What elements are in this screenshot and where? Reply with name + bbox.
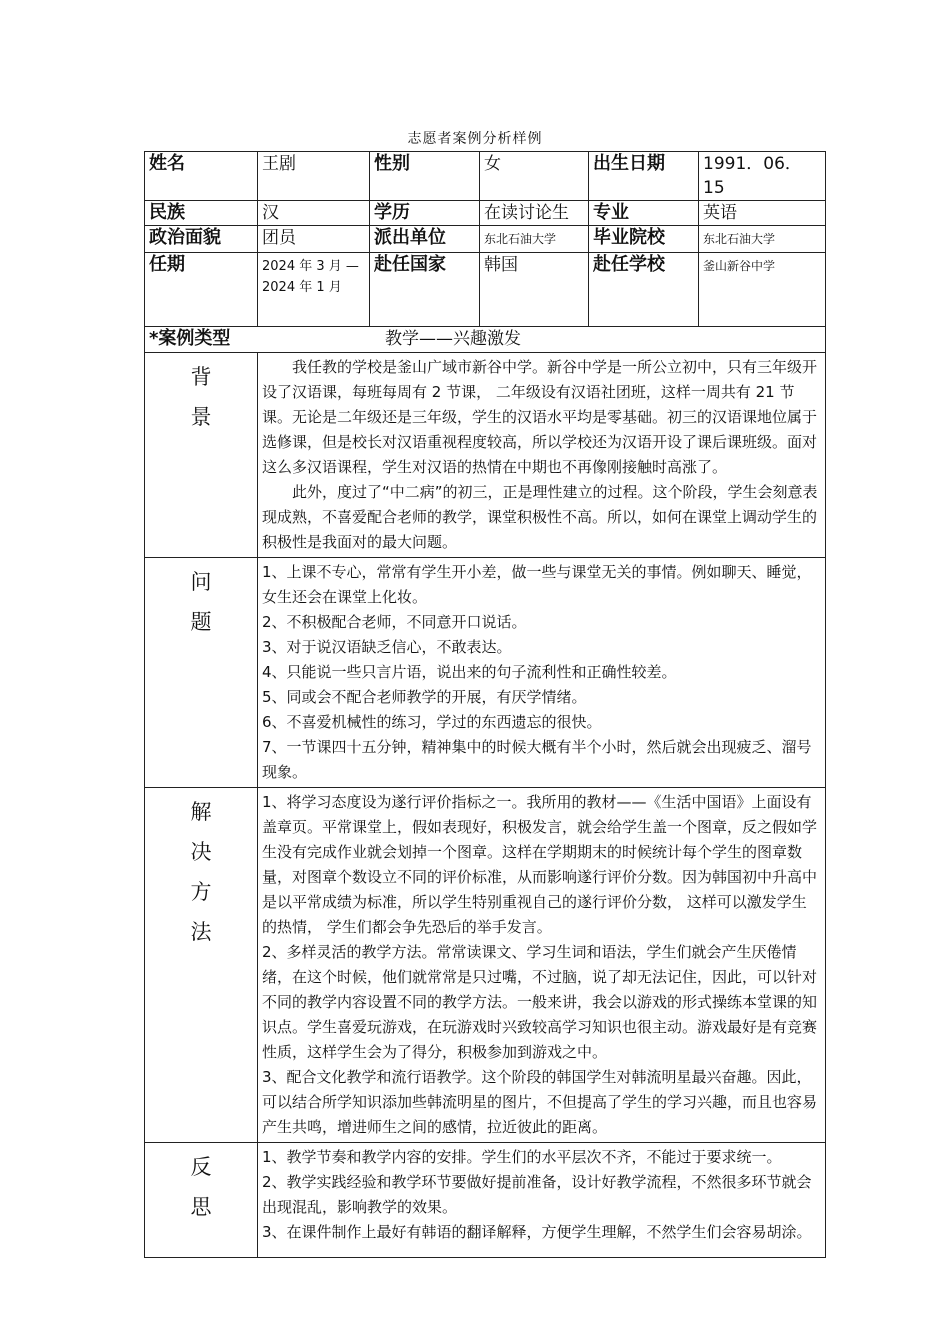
school-label: 赴任学校 (589, 253, 699, 327)
problem-item: 3、对于说汉语缺乏信心，不敢表达。 (262, 638, 512, 656)
reflection-label: 反 思 (145, 1143, 258, 1258)
row-background (145, 353, 826, 558)
education-value: 在读讨论生 (480, 201, 589, 226)
term-value: 2024 年 3 月 — 2024 年 1 月 (258, 253, 370, 327)
reflection-item: 3、在课件制作上最好有韩语的翻译解释，方便学生理解，不然学生们会容易胡涂。 (262, 1223, 812, 1241)
problems-content (258, 558, 826, 788)
dispatch-label: 派出单位 (370, 226, 480, 253)
background-content (258, 353, 826, 558)
row-name (145, 152, 826, 201)
case-type-cell (145, 327, 826, 353)
problem-item: 6、不喜爱机械性的练习，学过的东西遗忘的很快。 (262, 713, 602, 731)
reflection-content (258, 1143, 826, 1258)
major-label: 专业 (589, 201, 699, 226)
term-label: 任期 (145, 253, 258, 327)
row-reflection (145, 1143, 826, 1258)
background-label: 背 景 (145, 353, 258, 558)
problem-item: 2、不积极配合老师，不同意开口说话。 (262, 613, 527, 631)
solutions-content (258, 788, 826, 1143)
major-value: 英语 (699, 201, 826, 226)
row-problems (145, 558, 826, 788)
problem-item: 4、只能说一些只言片语，说出来的句子流利性和正确性较差。 (262, 663, 677, 681)
gender-label: 性别 (370, 152, 480, 201)
education-label: 学历 (370, 201, 480, 226)
political-label: 政治面貌 (145, 226, 258, 253)
gender-value: 女 (480, 152, 589, 201)
graduate-label: 毕业院校 (589, 226, 699, 253)
birth-label: 出生日期 (589, 152, 699, 201)
dispatch-value: 东北石油大学 (480, 226, 589, 253)
reflection-item: 1、教学节奏和教学内容的安排。学生们的水平层次不齐，不能过于要求统一。 (262, 1148, 782, 1166)
solution-item: 1、将学习态度设为遂行评价指标之一。我所用的教材——《生活中国语》上面设有盖章页。平常课堂上，假如表现好，积极发言，就会给学生盖一个图章，反之假如学生没有完成作业就会划掉一个图章。这样在学期期末的时候统计每个学生的图章数量，对图章个数设立不同的评价标准，从而影响遂行评价分数。因为韩国初中升高中是以平常成绩为标准，所以学生特别重视自己的遂行评价分数， 这样可以激发学生的热情， 学生们都会争先恐后的举手发言。 (262, 793, 818, 936)
case-type-label: *案例类型 (149, 328, 231, 349)
country-value: 韩国 (480, 253, 589, 327)
volunteer-case-table (144, 151, 826, 1258)
problem-item: 7、一节课四十五分钟，精神集中的时候大概有半个小时，然后就会出现疲乏、溜号现象。 (262, 738, 812, 781)
ethnicity-label: 民族 (145, 201, 258, 226)
problems-label: 问 题 (145, 558, 258, 788)
background-paragraph: 我任教的学校是釜山广域市新谷中学。新谷中学是一所公立初中，只有三年级开设了汉语课，每班每周有 2 节课， 二年级设有汉语社团班，这样一周共有 21 节课。无论是二年级还是三年级，学生的汉语水平均是零基础。初三的汉语课地位属于选修课，但是校长对汉语重视程度较高，所以学校还为汉语开设了课后课班级。面对这么多汉语课程，学生对汉语的热情在中期也不再像刚接触时高涨了。 (262, 358, 818, 476)
solutions-label: 解 决 方 法 (145, 788, 258, 1143)
school-value: 釜山新谷中学 (699, 253, 826, 327)
ethnicity-value: 汉 (258, 201, 370, 226)
name-value: 王剧 (258, 152, 370, 201)
name-label: 姓名 (145, 152, 258, 201)
case-type-value: 教学——兴趣激发 (385, 329, 521, 349)
problem-item: 1、上课不专心，常常有学生开小差，做一些与课堂无关的事情。例如聊天、睡觉，女生还会在课堂上化妆。 (262, 563, 812, 606)
country-label: 赴任国家 (370, 253, 480, 327)
row-ethnicity (145, 201, 826, 226)
row-political (145, 226, 826, 253)
solution-item: 3、配合文化教学和流行语教学。这个阶段的韩国学生对韩流明星最兴奋趣。因此，可以结合所学知识添加些韩流明星的图片，不但提高了学生的学习兴趣，而且也容易产生共鸣，增进师生之间的感情，拉近彼此的距离。 (262, 1068, 818, 1136)
row-term (145, 253, 826, 327)
political-value: 团员 (258, 226, 370, 253)
solution-item: 2、多样灵活的教学方法。常常读课文、学习生词和语法，学生们就会产生厌倦情绪，在这个时候，他们就常常是只过嘴，不过脑，说了却无法记住，因此，可以针对不同的教学内容设置不同的教学方法。一般来讲，我会以游戏的形式操练本堂课的知识点。学生喜爱玩游戏，在玩游戏时兴致较高学习知识也很主动。游戏最好是有竞赛性质，这样学生会为了得分，积极参加到游戏之中。 (262, 943, 818, 1061)
row-solutions (145, 788, 826, 1143)
background-paragraph: 此外，度过了“中二病”的初三，正是理性建立的过程。这个阶段，学生会刻意表现成熟，不喜爱配合老师的教学，课堂积极性不高。所以，如何在课堂上调动学生的积极性是我面对的最大问题。 (262, 483, 818, 551)
row-case-type (145, 327, 826, 353)
problem-item: 5、同或会不配合老师教学的开展，有厌学情绪。 (262, 688, 587, 706)
document-title: 志愿者案例分析样例 (407, 131, 543, 147)
graduate-value: 东北石油大学 (699, 226, 826, 253)
birth-value: 1991．06． 15 (699, 152, 826, 201)
reflection-item: 2、教学实践经验和教学环节要做好提前准备，设计好教学流程，不然很多环节就会出现混乱，影响教学的效果。 (262, 1173, 812, 1216)
